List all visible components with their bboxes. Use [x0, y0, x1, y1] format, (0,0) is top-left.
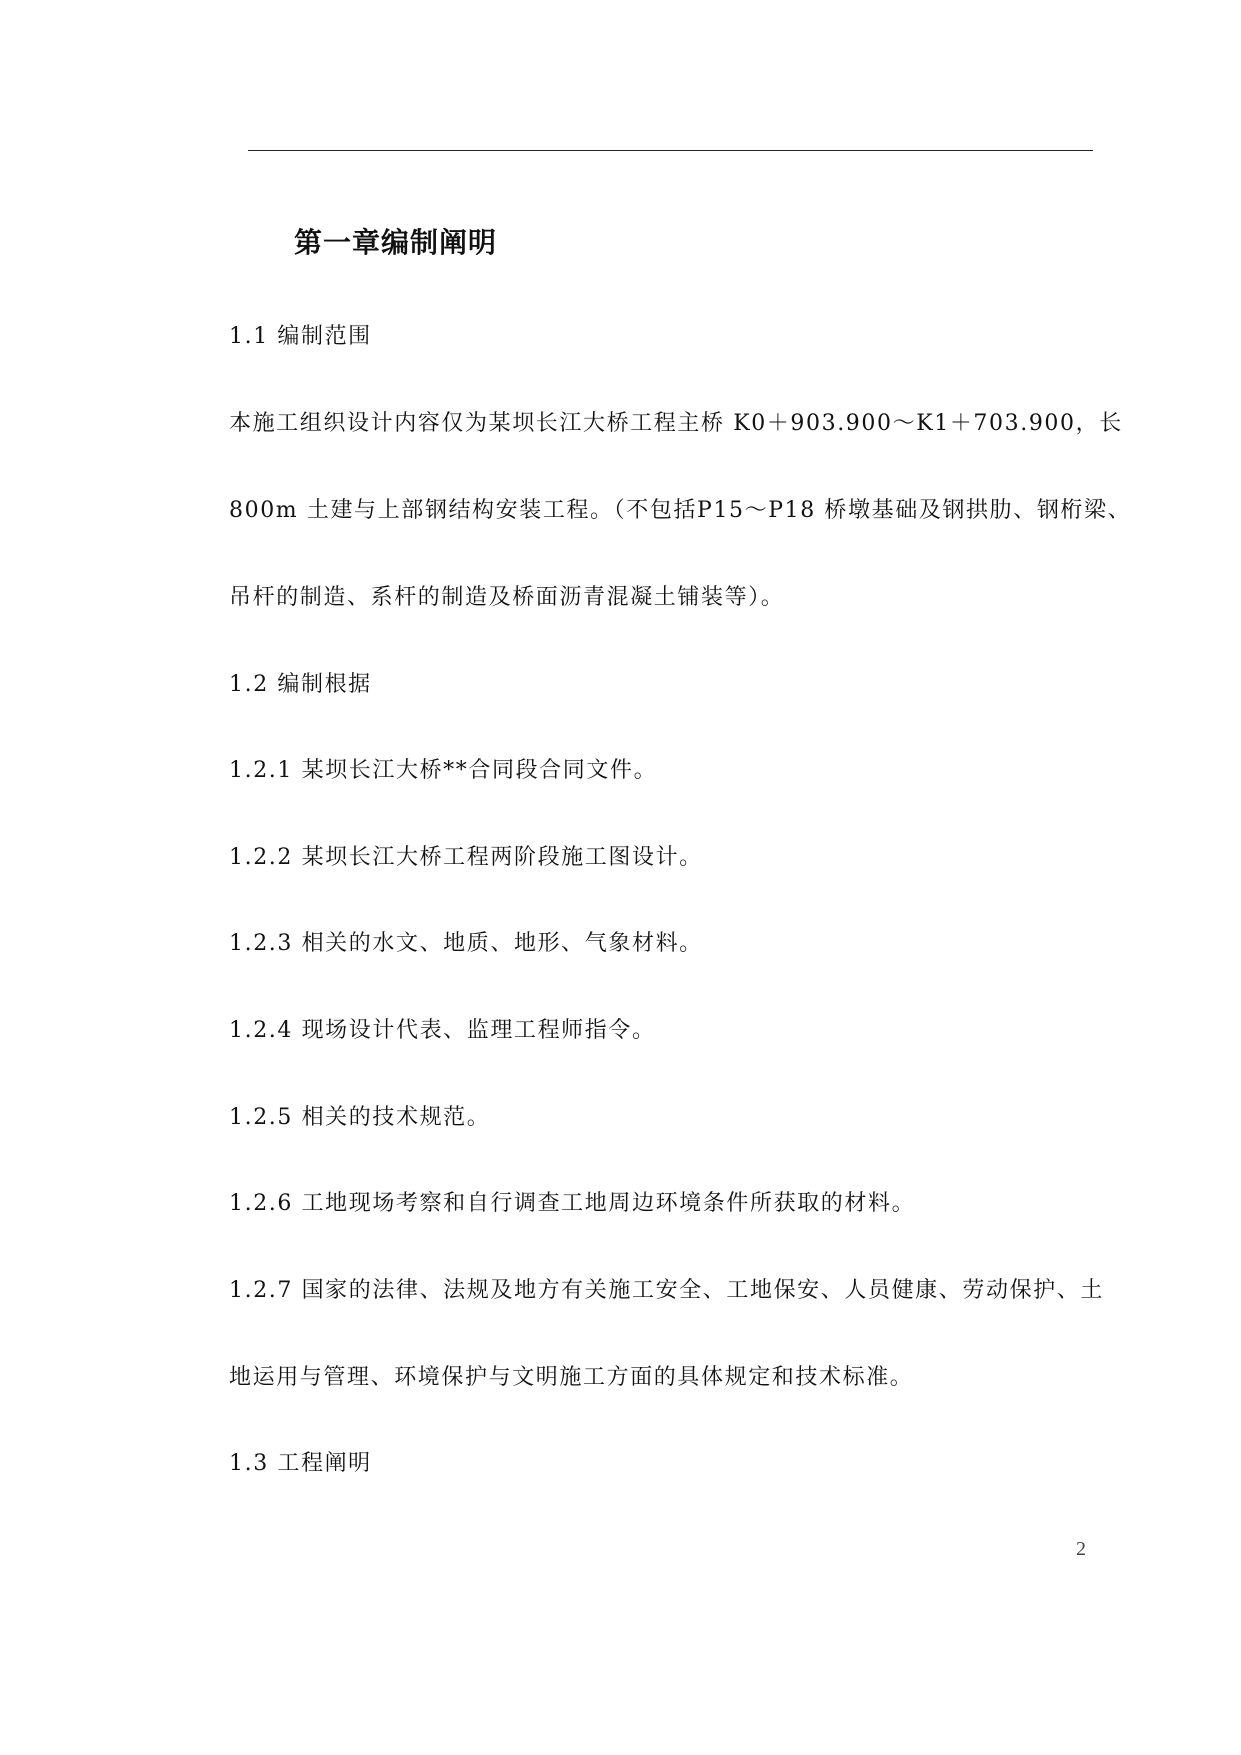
basis-item-1-2-7: 1.2.7 国家的法律、法规及地方有关施工安全、工地保安、人员健康、劳动保护、土 — [229, 1278, 1104, 1303]
scope-paragraph-line-1: 本施工组织设计内容仅为某坝长江大桥工程主桥 K0＋903.900～K1＋703.900，长 — [229, 411, 1123, 436]
basis-item-1-2-7-continued: 地运用与管理、环境保护与文明施工方面的具体规定和技术标准。 — [229, 1365, 914, 1390]
header-rule — [248, 150, 1093, 151]
page-number: 2 — [1076, 1538, 1086, 1560]
basis-item-1-2-3: 1.2.3 相关的水文、地质、地形、气象材料。 — [229, 931, 703, 956]
basis-item-1-2-1: 1.2.1 某坝长江大桥**合同段合同文件。 — [229, 758, 658, 783]
scope-paragraph-line-3: 吊杆的制造、系杆的制造及桥面沥青混凝土铺装等）。 — [229, 585, 785, 610]
section-heading-1-2: 1.2 编制根据 — [229, 672, 372, 697]
scope-paragraph-line-2: 800m 土建与上部钢结构安装工程。（不包括P15～P18 桥墩基础及钢拱肋、钢桁梁、 — [229, 498, 1132, 523]
basis-item-1-2-2: 1.2.2 某坝长江大桥工程两阶段施工图设计。 — [229, 845, 703, 870]
basis-item-1-2-4: 1.2.4 现场设计代表、监理工程师指令。 — [229, 1018, 656, 1043]
basis-item-1-2-5: 1.2.5 相关的技术规范。 — [229, 1105, 491, 1130]
section-heading-1-3: 1.3 工程阐明 — [229, 1451, 372, 1476]
chapter-title: 第一章编制阐明 — [294, 226, 498, 259]
basis-item-1-2-6: 1.2.6 工地现场考察和自行调查工地周边环境条件所获取的材料。 — [229, 1191, 916, 1216]
section-heading-1-1: 1.1 编制范围 — [229, 324, 372, 349]
